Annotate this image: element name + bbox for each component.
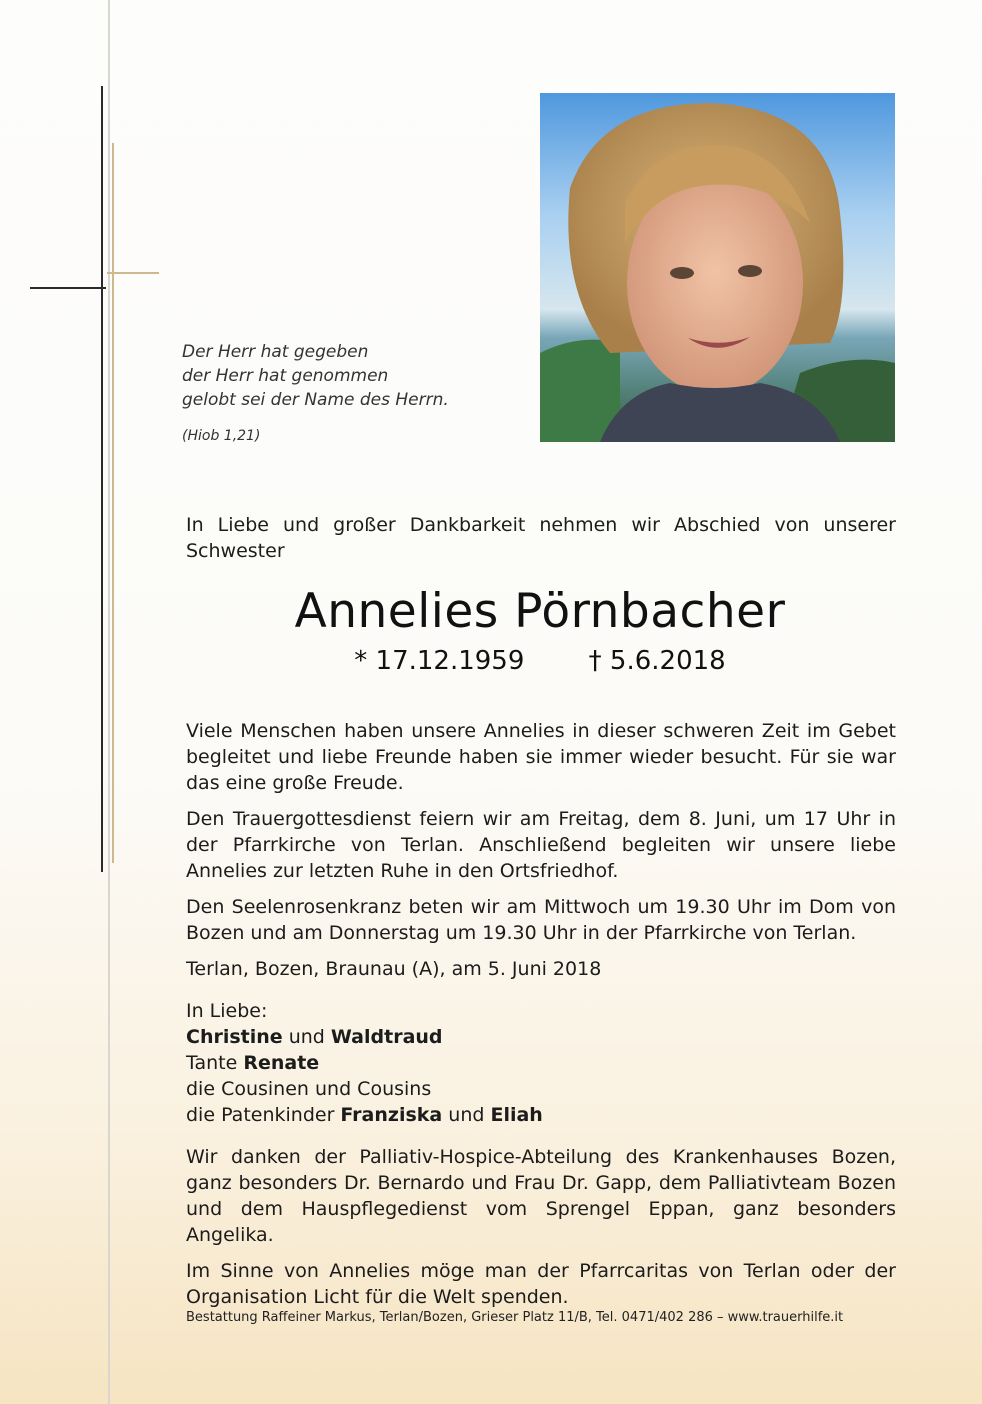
- obituary-body: [186, 718, 896, 1320]
- paragraph: Den Seelenrosenkranz beten wir am Mittwoch um 19.30 Uhr im Dom von Bozen und am Donnerstag um 19.30 Uhr in der Pfarrkirche von Terlan.: [186, 896, 896, 944]
- family-name: Renate: [243, 1052, 320, 1074]
- birth-date: * 17.12.1959: [354, 646, 525, 676]
- funeral-home-footer: Bestattung Raffeiner Markus, Terlan/Bozen, Grieser Platz 11/B, Tel. 0471/402 286 – www.trauerhilfe.it: [186, 1310, 844, 1325]
- page-margin-line: [108, 0, 110, 1404]
- place-date: Terlan, Bozen, Braunau (A), am 5. Juni 2018: [186, 958, 602, 980]
- intro-text: In Liebe und großer Dankbarkeit nehmen wir Abschied von unserer Schwester: [186, 514, 896, 562]
- conjunction: und: [442, 1104, 491, 1126]
- relation-label: Tante: [186, 1052, 244, 1074]
- bible-quote: [182, 340, 449, 448]
- quote-reference: (Hiob 1,21): [182, 428, 261, 444]
- portrait-photo: [540, 93, 895, 442]
- family-name: Franziska: [340, 1104, 443, 1126]
- relation-label: die Patenkinder: [186, 1104, 341, 1126]
- death-date: † 5.6.2018: [588, 646, 726, 676]
- donation-paragraph: Im Sinne von Annelies möge man der Pfarrcaritas von Terlan oder der Organisation Licht für die Welt spenden.: [186, 1260, 896, 1308]
- family-row: die Cousinen und Cousins: [186, 1078, 432, 1100]
- family-list: [186, 998, 896, 1128]
- family-row: [186, 1024, 896, 1050]
- thanks-paragraph: Wir danken der Palliativ-Hospice-Abteilung des Krankenhauses Bozen, ganz besonders Dr. Bernardo und Frau Dr. Gapp, dem Palliativteam Bozen und dem Hauspflegedienst vom Sprengel Eppan, ganz besonders Angelika.: [186, 1146, 896, 1246]
- family-name: Waldtraud: [330, 1026, 443, 1048]
- life-dates: [0, 646, 982, 676]
- family-row: [186, 1050, 896, 1076]
- quote-line: gelobt sei der Name des Herrn.: [182, 390, 449, 410]
- quote-line: der Herr hat genommen: [182, 366, 389, 386]
- quote-line: Der Herr hat gegeben: [182, 342, 369, 362]
- family-row: [186, 1102, 896, 1128]
- paragraph: Viele Menschen haben unsere Annelies in dieser schweren Zeit im Gebet begleitet und liebe Freunde haben sie immer wieder besucht. Für sie war das eine große Freude.: [186, 720, 896, 794]
- conjunction: und: [282, 1026, 331, 1048]
- family-name: Christine: [186, 1026, 283, 1048]
- paragraph: Den Trauergottesdienst feiern wir am Freitag, dem 8. Juni, um 17 Uhr in der Pfarrkirche von Terlan. Anschließend begleiten wir unsere liebe Annelies zur letzten Ruhe in den Ortsfriedhof.: [186, 808, 896, 882]
- deceased-name: Annelies Pörnbacher: [294, 584, 786, 639]
- family-heading: In Liebe:: [186, 1000, 268, 1022]
- family-name: Eliah: [490, 1104, 543, 1126]
